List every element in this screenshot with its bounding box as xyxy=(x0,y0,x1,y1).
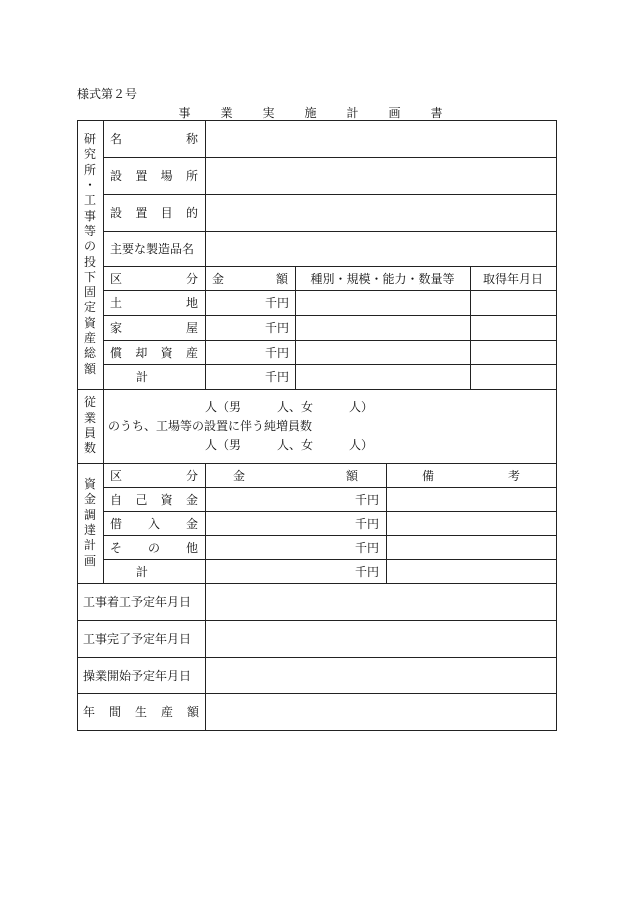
cell-text: 千円 xyxy=(264,345,289,360)
fund-header-category-char: 区 xyxy=(110,468,123,483)
cell-text: 人（男 人、女 人） xyxy=(205,400,374,414)
fund-item-label xyxy=(103,559,195,583)
document-title: 事 業 実 施 計 画 書 xyxy=(178,106,452,120)
asset-item-label-char: 計 xyxy=(135,370,148,384)
employees-line1 xyxy=(205,397,556,416)
row-label-purpose-char: 設 xyxy=(110,206,123,220)
fund-item-label-char: の xyxy=(147,540,160,555)
asset-item-label xyxy=(103,364,195,389)
cell-text: 操業開始予定年月日 xyxy=(83,668,192,683)
cell-text: 工事着工予定年月日 xyxy=(83,595,192,609)
fund-item-label-char: 他 xyxy=(185,540,198,555)
cell-text: 千円 xyxy=(264,296,289,310)
header-acq-date xyxy=(470,266,556,290)
section2-side-label-char: 員 xyxy=(83,426,96,440)
schedule-row-label-char: 年 xyxy=(83,705,96,719)
section1-side-label-char: 固 xyxy=(83,285,96,300)
employees-line2 xyxy=(108,416,556,435)
cell-text: 取得年月日 xyxy=(482,271,543,286)
row-label-purpose-char: 置 xyxy=(135,206,148,220)
fund-item-unit xyxy=(205,487,386,511)
schedule-row-label-char: 生 xyxy=(134,705,147,719)
section3-side-label xyxy=(77,463,103,583)
cell-text: 千円 xyxy=(264,321,289,335)
table-right-border xyxy=(556,120,557,731)
section3-side-label-char: 資 xyxy=(83,477,96,492)
cell-text: 人（男 人、女 人） xyxy=(205,438,374,452)
asset-item-label xyxy=(103,315,205,340)
section3-side-label-char: 達 xyxy=(83,523,96,537)
header-amount xyxy=(205,266,295,290)
section3-side-label-char: 調 xyxy=(83,507,96,522)
row-label-name-char: 称 xyxy=(185,132,198,146)
section1-side-label-char: 定 xyxy=(83,300,96,315)
row-label-purpose-char: 目 xyxy=(160,206,173,220)
section1-side-label-char: 総 xyxy=(83,346,96,361)
cell-text: 千円 xyxy=(264,370,289,384)
asset-item-label-char: 却 xyxy=(135,345,148,360)
schedule-row-label-char: 産 xyxy=(160,705,173,719)
asset-item-label-char: 産 xyxy=(185,345,198,360)
asset-item-label-char: 土 xyxy=(110,296,123,310)
row-label-location-char: 設 xyxy=(110,169,123,183)
header-amount-char: 金 xyxy=(212,271,225,286)
schedule-row-label-char: 間 xyxy=(108,705,121,719)
fund-item-label xyxy=(103,535,205,559)
fund-item-label-char: 金 xyxy=(185,492,198,507)
asset-item-label-char: 家 xyxy=(110,321,123,335)
asset-item-label-char: 地 xyxy=(185,296,198,310)
section1-side-label-char: 所 xyxy=(83,162,96,177)
cell-text: 千円 xyxy=(354,540,379,555)
cell-text: 千円 xyxy=(354,564,379,579)
schedule-row-label xyxy=(77,657,205,693)
cell-text: 主要な製造品名 xyxy=(110,242,195,256)
fund-item-label-char: そ xyxy=(110,540,123,555)
fund-header-remarks xyxy=(386,463,556,487)
header-category-char: 区 xyxy=(110,271,123,286)
asset-item-unit xyxy=(205,315,295,340)
fund-item-unit xyxy=(205,559,386,583)
employees-line3 xyxy=(205,435,556,454)
cell-text: 千円 xyxy=(354,492,379,507)
asset-item-unit xyxy=(205,364,295,389)
fund-header-amount-char: 金 xyxy=(233,468,246,483)
row-label-name-char: 名 xyxy=(110,132,123,146)
row-label-location-char: 置 xyxy=(135,169,148,183)
asset-item-label-char: 屋 xyxy=(185,321,198,335)
header-category xyxy=(103,266,205,290)
fund-item-label xyxy=(103,487,205,511)
row-label-purpose-char: 的 xyxy=(185,206,198,220)
fund-header-amount-char: 額 xyxy=(345,468,358,483)
section2-side-label-char: 数 xyxy=(83,441,96,456)
section3-side-label-char: 金 xyxy=(83,492,96,507)
section1-side-label xyxy=(77,120,103,389)
schedule-row-label xyxy=(77,620,205,657)
section1-side-label-char: 事 xyxy=(83,208,96,223)
cell-text: 工事完了予定年月日 xyxy=(83,632,192,646)
fund-item-label-char: 計 xyxy=(135,564,148,579)
form-number: 様式第２号 xyxy=(77,87,138,101)
section1-side-label-char: ・ xyxy=(83,178,96,193)
schedule-row-label xyxy=(77,583,205,620)
row-label-products xyxy=(103,231,205,266)
cell-text: のうち、工場等の設置に伴う純増員数 xyxy=(108,419,313,433)
table-bottom-border xyxy=(77,730,557,731)
fund-header-remarks-char: 考 xyxy=(507,468,520,483)
row-label-location-char: 場 xyxy=(160,169,173,183)
fund-item-label-char: 己 xyxy=(135,492,148,507)
asset-item-label xyxy=(103,340,205,364)
cell-text: 千円 xyxy=(354,516,379,531)
section1-side-label-char: 究 xyxy=(83,147,96,162)
row-label-location xyxy=(103,157,205,194)
section2-side-divider xyxy=(103,389,104,464)
section1-side-label-char: 等 xyxy=(83,223,96,238)
fund-item-label-char: 自 xyxy=(110,492,123,507)
fund-item-unit xyxy=(205,511,386,535)
section1-side-label-char: 下 xyxy=(83,269,96,284)
fund-item-label xyxy=(103,511,205,535)
section3-side-label-char: 画 xyxy=(83,553,96,568)
section1-side-label-char: の xyxy=(83,239,96,254)
fund-header-remarks-char: 備 xyxy=(422,468,435,483)
row-label-location-char: 所 xyxy=(185,169,198,183)
header-category-char: 分 xyxy=(185,271,198,286)
section3-side-label-char: 計 xyxy=(83,538,96,553)
fund-item-label-char: 入 xyxy=(147,516,160,531)
schedule-row-label xyxy=(77,693,205,730)
asset-item-label xyxy=(103,290,205,315)
fund-header-category xyxy=(103,463,205,487)
header-type xyxy=(295,266,470,290)
section1-side-label-char: 資 xyxy=(83,315,96,330)
row-label-name xyxy=(103,120,205,157)
asset-item-unit xyxy=(205,340,295,364)
section2-side-label-char: 業 xyxy=(83,410,96,425)
fund-item-label-char: 金 xyxy=(185,516,198,531)
section2-side-label xyxy=(77,389,103,463)
section1-side-label-char: 投 xyxy=(83,254,96,269)
section1-side-label-char: 工 xyxy=(83,193,96,208)
section1-bottom-line xyxy=(77,389,557,390)
fund-item-unit xyxy=(205,535,386,559)
row-label-purpose xyxy=(103,194,205,231)
cell-text: 種別・規模・能力・数量等 xyxy=(310,271,455,286)
fund-header-category-char: 分 xyxy=(185,468,198,483)
section1-side-label-char: 研 xyxy=(83,132,96,147)
fund-item-label-char: 資 xyxy=(160,492,173,507)
section1-side-label-char: 産 xyxy=(83,330,96,345)
section1-side-label-char: 額 xyxy=(83,361,96,376)
header-amount-char: 額 xyxy=(275,271,288,286)
fund-header-amount xyxy=(205,463,386,487)
asset-item-label-char: 資 xyxy=(160,345,173,360)
asset-item-unit xyxy=(205,290,295,315)
section2-side-label-char: 従 xyxy=(83,395,96,410)
schedule-row-label-char: 額 xyxy=(186,705,199,719)
asset-item-label-char: 償 xyxy=(110,345,123,360)
fund-item-label-char: 借 xyxy=(110,516,123,531)
